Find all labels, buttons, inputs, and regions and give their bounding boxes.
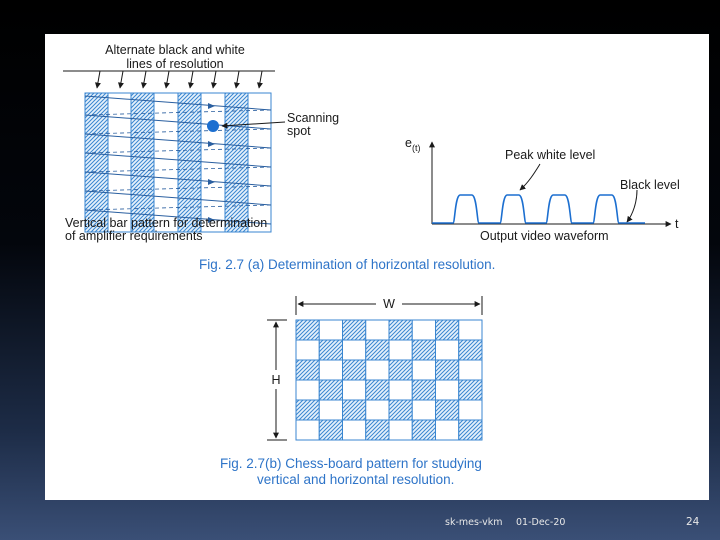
chessboard-light-cell bbox=[319, 360, 342, 380]
vertical-bar-pattern bbox=[85, 93, 285, 232]
scanning-spot bbox=[207, 120, 219, 132]
chessboard-dark-cell bbox=[436, 320, 459, 340]
footer-author: sk-mes-vkm bbox=[445, 517, 503, 528]
chessboard-dark-cell bbox=[412, 380, 435, 400]
chessboard-dark-cell bbox=[389, 400, 412, 420]
chessboard-dark-cell bbox=[343, 360, 366, 380]
chessboard-dark-cell bbox=[343, 320, 366, 340]
chessboard-dark-cell bbox=[296, 360, 319, 380]
chessboard-dark-cell bbox=[366, 340, 389, 360]
chessboard-dark-cell bbox=[436, 360, 459, 380]
caption-fig-2-7b-line2: vertical and horizontal resolution. bbox=[257, 472, 455, 487]
chessboard-dark-cell bbox=[389, 320, 412, 340]
chessboard-light-cell bbox=[459, 360, 482, 380]
chessboard-pattern bbox=[296, 320, 482, 440]
black-level-pointer bbox=[627, 190, 637, 222]
content-panel bbox=[45, 34, 709, 500]
chessboard-light-cell bbox=[343, 420, 366, 440]
figure-canvas bbox=[45, 34, 709, 500]
chessboard-dark-cell bbox=[319, 340, 342, 360]
caption-fig-2-7b-line1: Fig. 2.7(b) Chess-board pattern for studying bbox=[220, 456, 482, 471]
chessboard-dark-cell bbox=[436, 400, 459, 420]
black-level-label: Black level bbox=[620, 178, 680, 192]
chessboard-light-cell bbox=[412, 400, 435, 420]
chessboard-light-cell bbox=[366, 320, 389, 340]
chessboard-light-cell bbox=[343, 380, 366, 400]
chessboard-dark-cell bbox=[343, 400, 366, 420]
top-label-line2: lines of resolution bbox=[126, 57, 224, 71]
chessboard-dark-cell bbox=[459, 420, 482, 440]
footer-date: 01-Dec-20 bbox=[516, 517, 566, 528]
chessboard-light-cell bbox=[366, 400, 389, 420]
top-label-line1: Alternate black and white bbox=[105, 43, 245, 57]
black-bar bbox=[178, 93, 201, 232]
chessboard-light-cell bbox=[319, 320, 342, 340]
chessboard-light-cell bbox=[319, 400, 342, 420]
chessboard-dark-cell bbox=[459, 340, 482, 360]
chessboard-light-cell bbox=[436, 380, 459, 400]
waveform-y-label: $e_{(t)}$ bbox=[405, 136, 421, 153]
chessboard-dark-cell bbox=[319, 420, 342, 440]
chessboard-light-cell bbox=[296, 420, 319, 440]
width-label: W bbox=[383, 297, 395, 311]
chessboard-dark-cell bbox=[459, 380, 482, 400]
chessboard-light-cell bbox=[412, 360, 435, 380]
caption-fig-2-7a: Fig. 2.7 (a) Determination of horizontal resolution. bbox=[199, 257, 496, 272]
chessboard-dark-cell bbox=[389, 360, 412, 380]
chessboard-light-cell bbox=[436, 340, 459, 360]
chessboard-light-cell bbox=[389, 340, 412, 360]
chessboard-light-cell bbox=[296, 340, 319, 360]
height-label: H bbox=[271, 373, 281, 387]
waveform-x-label: t bbox=[675, 217, 679, 231]
bar-pattern-label-line1: Vertical bar pattern for determination bbox=[65, 216, 268, 230]
chessboard-light-cell bbox=[459, 400, 482, 420]
chessboard-light-cell bbox=[366, 360, 389, 380]
scanning-label-line1: Scanning bbox=[287, 111, 340, 125]
black-bar bbox=[225, 93, 248, 232]
chessboard-light-cell bbox=[389, 420, 412, 440]
chessboard-light-cell bbox=[459, 320, 482, 340]
chessboard-dark-cell bbox=[296, 320, 319, 340]
waveform-label: Output video waveform bbox=[480, 229, 609, 243]
footer-page-number: 24 bbox=[686, 516, 700, 528]
chessboard-dark-cell bbox=[366, 420, 389, 440]
chessboard-light-cell bbox=[436, 420, 459, 440]
chessboard-dark-cell bbox=[319, 380, 342, 400]
bar-pattern-label-line2: of amplifier requirements bbox=[65, 229, 203, 243]
chessboard-light-cell bbox=[389, 380, 412, 400]
chessboard-dark-cell bbox=[296, 400, 319, 420]
chessboard-light-cell bbox=[343, 340, 366, 360]
peak-white-label: Peak white level bbox=[505, 148, 596, 162]
video-waveform bbox=[432, 195, 645, 223]
chessboard-dark-cell bbox=[366, 380, 389, 400]
resolution-arrows bbox=[63, 71, 275, 88]
scanning-label-line2: spot bbox=[287, 124, 311, 138]
peak-white-pointer bbox=[520, 164, 540, 190]
chessboard-light-cell bbox=[412, 320, 435, 340]
chessboard-dark-cell bbox=[412, 420, 435, 440]
chessboard-light-cell bbox=[296, 380, 319, 400]
chessboard-dark-cell bbox=[412, 340, 435, 360]
chessboard-grid bbox=[296, 320, 482, 440]
